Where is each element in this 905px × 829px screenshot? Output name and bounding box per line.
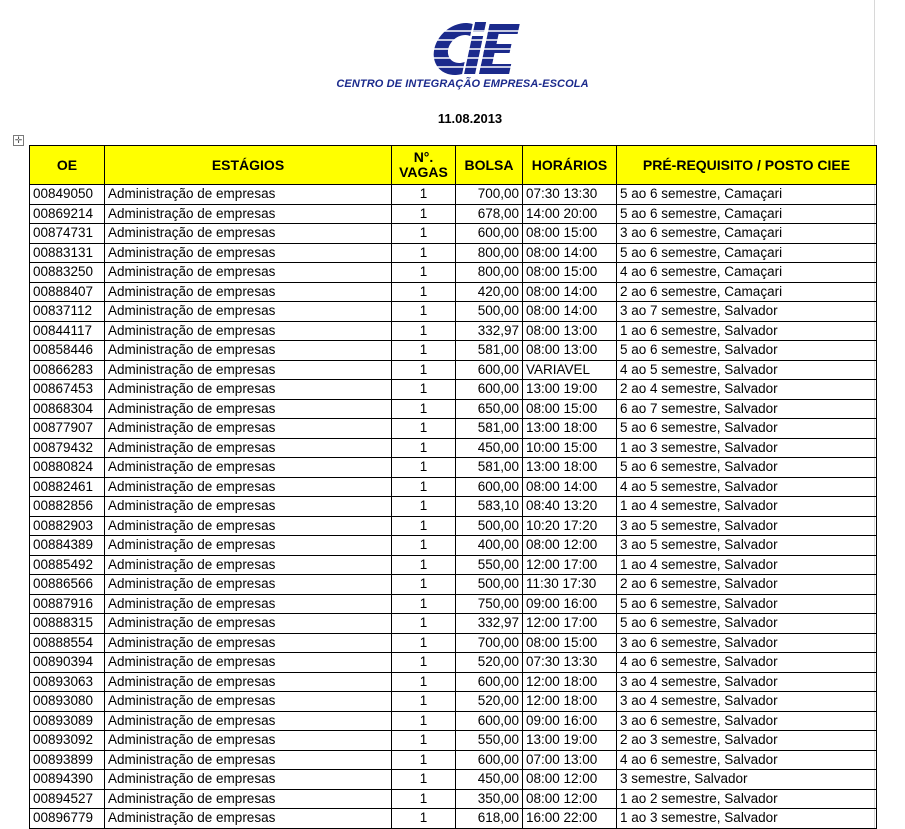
table-row xyxy=(30,809,877,829)
cell-bolsa: 583,10 xyxy=(456,497,523,517)
cell-horario: 09:00 16:00 xyxy=(523,711,617,731)
col-header-oe: OE xyxy=(30,146,105,185)
table-row xyxy=(30,614,877,634)
cell-requisito: 3 ao 4 semestre, Salvador xyxy=(617,672,877,692)
cell-oe: 00890394 xyxy=(30,653,105,673)
cell-requisito: 5 ao 6 semestre, Salvador xyxy=(617,419,877,439)
cell-bolsa: 332,97 xyxy=(456,614,523,634)
table-row xyxy=(30,672,877,692)
table-row xyxy=(30,341,877,361)
cell-vagas: 1 xyxy=(392,458,456,478)
cell-vagas: 1 xyxy=(392,614,456,634)
cell-estagio: Administração de empresas xyxy=(105,497,392,517)
cell-vagas: 1 xyxy=(392,555,456,575)
cell-estagio: Administração de empresas xyxy=(105,224,392,244)
cell-oe: 00868304 xyxy=(30,399,105,419)
cell-bolsa: 550,00 xyxy=(456,731,523,751)
cell-estagio: Administração de empresas xyxy=(105,477,392,497)
cell-estagio: Administração de empresas xyxy=(105,536,392,556)
cell-requisito: 5 ao 6 semestre, Camaçari xyxy=(617,243,877,263)
cell-oe: 00893899 xyxy=(30,750,105,770)
cell-vagas: 1 xyxy=(392,477,456,497)
vacancies-table xyxy=(29,145,877,829)
cell-requisito: 1 ao 3 semestre, Salvador xyxy=(617,438,877,458)
cell-oe: 00896779 xyxy=(30,809,105,829)
cell-vagas: 1 xyxy=(392,419,456,439)
cell-bolsa: 450,00 xyxy=(456,770,523,790)
table-row xyxy=(30,516,877,536)
cell-vagas: 1 xyxy=(392,399,456,419)
cell-vagas: 1 xyxy=(392,653,456,673)
cell-requisito: 5 ao 6 semestre, Camaçari xyxy=(617,185,877,205)
cell-requisito: 3 ao 6 semestre, Camaçari xyxy=(617,224,877,244)
cell-oe: 00893089 xyxy=(30,711,105,731)
cell-horario: 08:00 13:00 xyxy=(523,321,617,341)
cell-estagio: Administração de empresas xyxy=(105,263,392,283)
cell-bolsa: 581,00 xyxy=(456,458,523,478)
cell-estagio: Administração de empresas xyxy=(105,341,392,361)
cell-vagas: 1 xyxy=(392,770,456,790)
cell-vagas: 1 xyxy=(392,672,456,692)
cell-bolsa: 332,97 xyxy=(456,321,523,341)
cell-horario: 08:00 13:00 xyxy=(523,341,617,361)
cell-horario: 12:00 17:00 xyxy=(523,614,617,634)
table-row xyxy=(30,204,877,224)
cell-oe: 00888315 xyxy=(30,614,105,634)
cell-horario: VARIAVEL xyxy=(523,360,617,380)
cell-estagio: Administração de empresas xyxy=(105,458,392,478)
cell-bolsa: 400,00 xyxy=(456,536,523,556)
cell-bolsa: 350,00 xyxy=(456,789,523,809)
cell-estagio: Administração de empresas xyxy=(105,555,392,575)
cell-vagas: 1 xyxy=(392,360,456,380)
table-row xyxy=(30,633,877,653)
cell-estagio: Administração de empresas xyxy=(105,711,392,731)
cell-bolsa: 581,00 xyxy=(456,341,523,361)
cell-horario: 08:00 14:00 xyxy=(523,477,617,497)
table-header-row xyxy=(30,146,877,185)
table-row xyxy=(30,360,877,380)
cell-vagas: 1 xyxy=(392,380,456,400)
cell-estagio: Administração de empresas xyxy=(105,438,392,458)
table-row xyxy=(30,536,877,556)
cell-vagas: 1 xyxy=(392,809,456,829)
cell-vagas: 1 xyxy=(392,282,456,302)
table-row xyxy=(30,555,877,575)
cell-vagas: 1 xyxy=(392,185,456,205)
cell-oe: 00893080 xyxy=(30,692,105,712)
table-row xyxy=(30,594,877,614)
cell-horario: 08:00 14:00 xyxy=(523,302,617,322)
table-row xyxy=(30,497,877,517)
cell-horario: 09:00 16:00 xyxy=(523,594,617,614)
cell-bolsa: 700,00 xyxy=(456,633,523,653)
cell-requisito: 4 ao 6 semestre, Salvador xyxy=(617,653,877,673)
cell-estagio: Administração de empresas xyxy=(105,614,392,634)
cell-oe: 00837112 xyxy=(30,302,105,322)
col-header-vagas: N°. VAGAS xyxy=(392,146,456,185)
cell-estagio: Administração de empresas xyxy=(105,360,392,380)
cell-horario: 14:00 20:00 xyxy=(523,204,617,224)
cell-requisito: 3 ao 6 semestre, Salvador xyxy=(617,711,877,731)
cell-requisito: 1 ao 6 semestre, Salvador xyxy=(617,321,877,341)
table-row xyxy=(30,477,877,497)
cell-vagas: 1 xyxy=(392,750,456,770)
cell-oe: 00858446 xyxy=(30,341,105,361)
table-row xyxy=(30,711,877,731)
cell-requisito: 4 ao 5 semestre, Salvador xyxy=(617,477,877,497)
cell-horario: 07:30 13:30 xyxy=(523,653,617,673)
table-row xyxy=(30,653,877,673)
cell-vagas: 1 xyxy=(392,224,456,244)
cell-vagas: 1 xyxy=(392,536,456,556)
cell-bolsa: 500,00 xyxy=(456,516,523,536)
table-row xyxy=(30,224,877,244)
cell-estagio: Administração de empresas xyxy=(105,243,392,263)
cell-horario: 08:00 12:00 xyxy=(523,789,617,809)
cell-estagio: Administração de empresas xyxy=(105,672,392,692)
cell-requisito: 1 ao 4 semestre, Salvador xyxy=(617,497,877,517)
cell-estagio: Administração de empresas xyxy=(105,789,392,809)
table-row xyxy=(30,731,877,751)
cell-requisito: 5 ao 6 semestre, Salvador xyxy=(617,458,877,478)
cell-estagio: Administração de empresas xyxy=(105,750,392,770)
cell-oe: 00884389 xyxy=(30,536,105,556)
table-row xyxy=(30,321,877,341)
cell-estagio: Administração de empresas xyxy=(105,321,392,341)
cell-requisito: 2 ao 6 semestre, Camaçari xyxy=(617,282,877,302)
cell-oe: 00877907 xyxy=(30,419,105,439)
cell-estagio: Administração de empresas xyxy=(105,399,392,419)
cell-requisito: 3 semestre, Salvador xyxy=(617,770,877,790)
table-row xyxy=(30,263,877,283)
cell-bolsa: 420,00 xyxy=(456,282,523,302)
cell-oe: 00883250 xyxy=(30,263,105,283)
cell-horario: 16:00 22:00 xyxy=(523,809,617,829)
cell-estagio: Administração de empresas xyxy=(105,575,392,595)
cell-oe: 00885492 xyxy=(30,555,105,575)
cell-oe: 00867453 xyxy=(30,380,105,400)
table-row xyxy=(30,282,877,302)
cell-requisito: 4 ao 5 semestre, Salvador xyxy=(617,360,877,380)
cell-vagas: 1 xyxy=(392,731,456,751)
cell-vagas: 1 xyxy=(392,438,456,458)
cell-bolsa: 450,00 xyxy=(456,438,523,458)
cell-estagio: Administração de empresas xyxy=(105,185,392,205)
cell-horario: 08:00 12:00 xyxy=(523,536,617,556)
cell-estagio: Administração de empresas xyxy=(105,731,392,751)
cell-horario: 10:20 17:20 xyxy=(523,516,617,536)
cell-vagas: 1 xyxy=(392,789,456,809)
cell-horario: 11:30 17:30 xyxy=(523,575,617,595)
cell-requisito: 2 ao 3 semestre, Salvador xyxy=(617,731,877,751)
cell-requisito: 1 ao 4 semestre, Salvador xyxy=(617,555,877,575)
cell-oe: 00886566 xyxy=(30,575,105,595)
cell-oe: 00894527 xyxy=(30,789,105,809)
cell-vagas: 1 xyxy=(392,692,456,712)
cell-horario: 07:00 13:00 xyxy=(523,750,617,770)
cell-vagas: 1 xyxy=(392,575,456,595)
cell-oe: 00887916 xyxy=(30,594,105,614)
cell-estagio: Administração de empresas xyxy=(105,594,392,614)
cell-oe: 00882461 xyxy=(30,477,105,497)
cell-estagio: Administração de empresas xyxy=(105,770,392,790)
table-body xyxy=(30,185,877,829)
cell-horario: 10:00 15:00 xyxy=(523,438,617,458)
cell-vagas: 1 xyxy=(392,321,456,341)
cell-requisito: 3 ao 7 semestre, Salvador xyxy=(617,302,877,322)
table-row xyxy=(30,302,877,322)
table-row xyxy=(30,185,877,205)
table-row xyxy=(30,243,877,263)
cell-bolsa: 750,00 xyxy=(456,594,523,614)
cell-vagas: 1 xyxy=(392,516,456,536)
cell-horario: 07:30 13:30 xyxy=(523,185,617,205)
cell-vagas: 1 xyxy=(392,341,456,361)
cell-vagas: 1 xyxy=(392,633,456,653)
cell-vagas: 1 xyxy=(392,302,456,322)
cell-oe: 00888554 xyxy=(30,633,105,653)
cell-horario: 08:00 14:00 xyxy=(523,282,617,302)
table-row xyxy=(30,789,877,809)
table-row xyxy=(30,575,877,595)
cell-oe: 00882903 xyxy=(30,516,105,536)
table-row xyxy=(30,438,877,458)
cell-oe: 00880824 xyxy=(30,458,105,478)
cell-bolsa: 581,00 xyxy=(456,419,523,439)
table-row xyxy=(30,692,877,712)
cell-bolsa: 600,00 xyxy=(456,224,523,244)
table-row xyxy=(30,399,877,419)
cell-estagio: Administração de empresas xyxy=(105,302,392,322)
cell-oe: 00882856 xyxy=(30,497,105,517)
cell-bolsa: 700,00 xyxy=(456,185,523,205)
table-row xyxy=(30,750,877,770)
cell-bolsa: 600,00 xyxy=(456,477,523,497)
cell-vagas: 1 xyxy=(392,711,456,731)
cell-horario: 12:00 17:00 xyxy=(523,555,617,575)
cell-bolsa: 600,00 xyxy=(456,360,523,380)
cell-bolsa: 600,00 xyxy=(456,750,523,770)
cell-estagio: Administração de empresas xyxy=(105,692,392,712)
cell-vagas: 1 xyxy=(392,594,456,614)
cell-horario: 12:00 18:00 xyxy=(523,692,617,712)
cell-vagas: 1 xyxy=(392,497,456,517)
cell-requisito: 5 ao 6 semestre, Salvador xyxy=(617,594,877,614)
move-cross-icon[interactable]: ✛ xyxy=(14,135,23,145)
cell-bolsa: 618,00 xyxy=(456,809,523,829)
cell-bolsa: 500,00 xyxy=(456,575,523,595)
cell-vagas: 1 xyxy=(392,204,456,224)
cell-horario: 13:00 18:00 xyxy=(523,419,617,439)
cell-oe: 00893063 xyxy=(30,672,105,692)
cell-bolsa: 600,00 xyxy=(456,711,523,731)
cell-horario: 08:00 15:00 xyxy=(523,399,617,419)
cell-requisito: 5 ao 6 semestre, Salvador xyxy=(617,341,877,361)
cell-estagio: Administração de empresas xyxy=(105,653,392,673)
col-header-horarios: HORÁRIOS xyxy=(523,146,617,185)
cell-horario: 13:00 18:00 xyxy=(523,458,617,478)
cell-bolsa: 600,00 xyxy=(456,672,523,692)
cell-estagio: Administração de empresas xyxy=(105,419,392,439)
cell-estagio: Administração de empresas xyxy=(105,380,392,400)
cell-oe: 00844117 xyxy=(30,321,105,341)
cell-horario: 08:00 15:00 xyxy=(523,224,617,244)
cell-requisito: 6 ao 7 semestre, Salvador xyxy=(617,399,877,419)
cell-oe: 00849050 xyxy=(30,185,105,205)
cell-requisito: 1 ao 2 semestre, Salvador xyxy=(617,789,877,809)
table-row xyxy=(30,458,877,478)
cell-bolsa: 520,00 xyxy=(456,653,523,673)
cell-oe: 00869214 xyxy=(30,204,105,224)
cell-horario: 08:00 15:00 xyxy=(523,263,617,283)
cell-oe: 00888407 xyxy=(30,282,105,302)
cell-bolsa: 500,00 xyxy=(456,302,523,322)
cell-horario: 08:00 15:00 xyxy=(523,633,617,653)
cell-requisito: 5 ao 6 semestre, Salvador xyxy=(617,614,877,634)
cell-estagio: Administração de empresas xyxy=(105,516,392,536)
cell-vagas: 1 xyxy=(392,263,456,283)
cell-requisito: 3 ao 4 semestre, Salvador xyxy=(617,692,877,712)
cell-bolsa: 678,00 xyxy=(456,204,523,224)
cell-estagio: Administração de empresas xyxy=(105,204,392,224)
cell-horario: 08:00 14:00 xyxy=(523,243,617,263)
cell-oe: 00893092 xyxy=(30,731,105,751)
cell-horario: 08:00 12:00 xyxy=(523,770,617,790)
cell-estagio: Administração de empresas xyxy=(105,809,392,829)
cell-horario: 12:00 18:00 xyxy=(523,672,617,692)
cell-bolsa: 800,00 xyxy=(456,263,523,283)
cell-requisito: 1 ao 3 semestre, Salvador xyxy=(617,809,877,829)
cell-horario: 08:40 13:20 xyxy=(523,497,617,517)
cell-requisito: 3 ao 5 semestre, Salvador xyxy=(617,536,877,556)
cell-oe: 00874731 xyxy=(30,224,105,244)
cell-oe: 00894390 xyxy=(30,770,105,790)
cell-vagas: 1 xyxy=(392,243,456,263)
cell-oe: 00879432 xyxy=(30,438,105,458)
document-date: 11.08.2013 xyxy=(437,111,503,126)
cell-horario: 13:00 19:00 xyxy=(523,731,617,751)
cell-bolsa: 800,00 xyxy=(456,243,523,263)
cell-estagio: Administração de empresas xyxy=(105,282,392,302)
cell-requisito: 4 ao 6 semestre, Camaçari xyxy=(617,263,877,283)
table-row xyxy=(30,419,877,439)
cell-bolsa: 600,00 xyxy=(456,380,523,400)
cell-bolsa: 520,00 xyxy=(456,692,523,712)
cell-requisito: 3 ao 6 semestre, Salvador xyxy=(617,633,877,653)
cell-requisito: 2 ao 4 semestre, Salvador xyxy=(617,380,877,400)
cell-requisito: 4 ao 6 semestre, Salvador xyxy=(617,750,877,770)
cell-requisito: 5 ao 6 semestre, Camaçari xyxy=(617,204,877,224)
col-header-bolsa: BOLSA xyxy=(456,146,523,185)
col-header-estagios: ESTÁGIOS xyxy=(105,146,392,185)
table-row xyxy=(30,380,877,400)
cell-estagio: Administração de empresas xyxy=(105,633,392,653)
cell-requisito: 3 ao 5 semestre, Salvador xyxy=(617,516,877,536)
logo-caption: CENTRO DE INTEGRAÇÃO EMPRESA-ESCOLA xyxy=(336,78,589,90)
table-row xyxy=(30,770,877,790)
cell-requisito: 2 ao 6 semestre, Salvador xyxy=(617,575,877,595)
cell-bolsa: 550,00 xyxy=(456,555,523,575)
cell-bolsa: 650,00 xyxy=(456,399,523,419)
cell-oe: 00883131 xyxy=(30,243,105,263)
cell-oe: 00866283 xyxy=(30,360,105,380)
col-header-requisito: PRÉ-REQUISITO / POSTO CIEE xyxy=(617,146,877,185)
cell-horario: 13:00 19:00 xyxy=(523,380,617,400)
